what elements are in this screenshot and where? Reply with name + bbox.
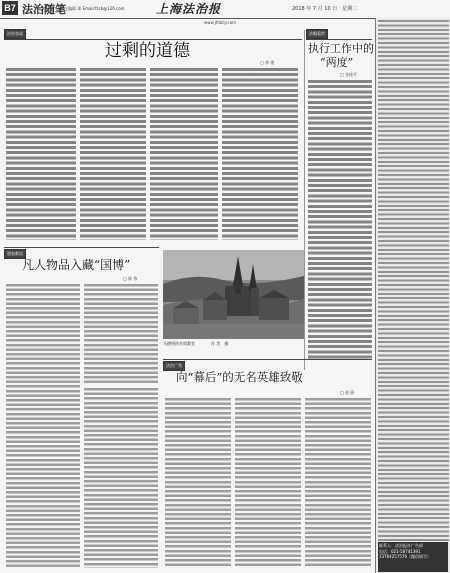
- article-1-column-3: [150, 68, 218, 240]
- article-1-column-4: [222, 68, 298, 240]
- article-3-tag: 朋家絮语: [4, 249, 26, 259]
- ad-contact-box: [378, 542, 448, 572]
- article-4-column-2: [235, 398, 301, 568]
- article-3-column-1: [6, 284, 80, 567]
- article-1-column-1: [6, 68, 76, 240]
- site-url: www.jfdaily.com: [204, 20, 237, 25]
- church-photo-image: [163, 250, 304, 339]
- article-2-title-line-1: 执行工作中的: [308, 42, 374, 55]
- article-4-column-1: [165, 398, 231, 568]
- article-4-title: 向“幕后”的无名英雄致敬: [176, 370, 303, 384]
- article-1-title: 过剩的道德: [105, 41, 190, 61]
- article-2-author: □ 张桂平: [340, 72, 358, 77]
- classified-ads-column: [375, 18, 450, 573]
- page-number: B7: [2, 1, 18, 15]
- article-1-column-2: [80, 68, 146, 240]
- article-3-title: 凡人物品入藏“国博”: [22, 258, 131, 272]
- classified-ads-text: [378, 20, 449, 543]
- article-4-column-3: [305, 398, 371, 568]
- article-3-author: □ 陈 鲁: [123, 276, 138, 281]
- article-1-author: □ 余 建: [260, 60, 275, 65]
- article-2-title-line-2: “两度”: [320, 56, 354, 69]
- ad-contact-line-1: 联系人：法治报社广告部: [379, 543, 423, 548]
- editor-line: 责任编辑 郑 Email:fzsb@126.com: [60, 6, 125, 11]
- article-2-tag: 法眼看世: [306, 29, 328, 39]
- column-divider: [304, 30, 305, 370]
- masthead-logo: 上海法治报: [156, 2, 222, 16]
- article-3-column-2: [84, 284, 158, 384]
- church-photo: [163, 250, 304, 339]
- article-4-author: □ 赵 蔚: [340, 390, 355, 395]
- date-line: 2018 年 7 月 10 日 星期二: [292, 6, 358, 12]
- article-1-tag: 法治杂谈: [4, 29, 26, 39]
- article-2-column: [308, 80, 372, 360]
- article-4-tag: 法治广角: [163, 361, 185, 371]
- ad-contact-line-2: 电话：021-58741391: [379, 548, 421, 554]
- section-name: 法治随笔: [22, 3, 66, 16]
- article-3-column-2-continued: [84, 388, 158, 568]
- page-header: [0, 0, 450, 19]
- article-3-top-rule: [4, 247, 159, 248]
- photo-caption: 马德堡的乡间教堂 作 者 摄: [163, 341, 229, 346]
- ad-contact-line-3: 13764257576（微信同号）: [379, 554, 431, 559]
- article-4-top-rule: [163, 359, 372, 360]
